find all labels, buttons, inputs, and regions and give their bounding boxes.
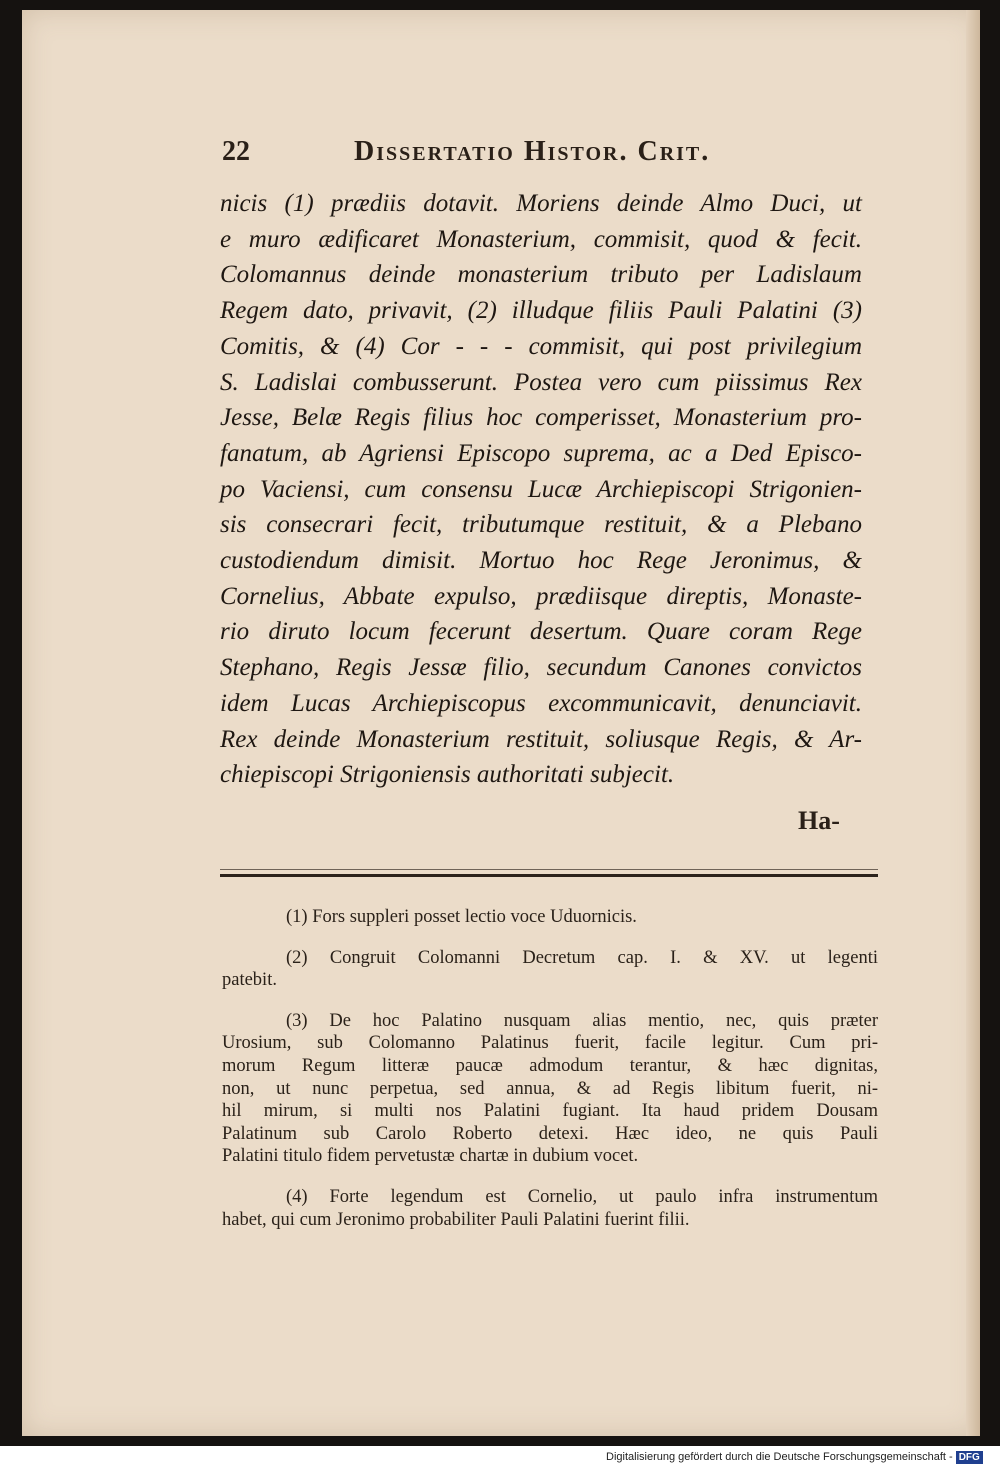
- footnote-line: (1) Fors suppleri posset lectio voce Uduornicis.: [286, 907, 637, 927]
- page-edge: [966, 10, 980, 1436]
- footnote-line: (3) De hoc Palatino nusquam alias mentio, nec, quis præter: [286, 1010, 878, 1031]
- footnote-rule: [220, 874, 878, 877]
- footnote-4: [222, 1186, 878, 1231]
- running-title: Dissertatio Histor. Crit.: [354, 136, 711, 167]
- main-text-line: Colomannus deinde monasterium tributo per Ladislaum: [220, 261, 862, 289]
- main-text-line: Regem dato, privavit, (2) illudque filiis Pauli Palatini (3): [220, 297, 862, 325]
- credit-text: Digitalisierung gefördert durch die Deutsche Forschungsgemeinschaft -: [606, 1451, 953, 1463]
- main-text-line: nicis (1) prædiis dotavit. Moriens deinde Almo Duci, ut: [220, 190, 862, 217]
- main-text-line: Stephano, Regis Jessæ filio, secundum Canones convictos: [220, 654, 862, 682]
- footnote-line: hil mirum, si multi nos Palatini fugiant. Ita haud pridem Dousam: [222, 1101, 878, 1122]
- main-text-line: idem Lucas Archiepiscopus excommunicavit, denunciavit.: [220, 689, 862, 717]
- footnote-1: [222, 906, 878, 929]
- footnote-line: morum Regum litteræ paucæ admodum terantur, & hæc dignitas,: [222, 1055, 878, 1076]
- digitization-credit: [606, 1448, 1000, 1466]
- footnote-line: habet, qui cum Jeronimo probabiliter Pauli Palatini fuerint filii.: [222, 1209, 690, 1230]
- main-text-line: Jesse, Belæ Regis filius hoc comperisset, Monasterium pro-: [220, 404, 862, 432]
- footnote-3: [222, 1010, 878, 1168]
- main-text-line: custodiendum dimisit. Mortuo hoc Rege Jeronimus, &: [220, 547, 862, 575]
- page-number: 22: [222, 136, 250, 167]
- main-text-line: Rex deinde Monasterium restituit, soliusque Regis, & Ar-: [220, 725, 862, 753]
- footnote-2: [222, 947, 878, 992]
- footnote-line: (4) Forte legendum est Cornelio, ut paulo infra instrumentum: [286, 1186, 878, 1207]
- main-text-line: Cornelius, Abbate expulso, prædiisque direptis, Monaste-: [220, 582, 862, 610]
- main-text-line: sis consecrari fecit, tributumque restituit, & a Plebano: [220, 511, 862, 539]
- main-text-line: rio diruto locum fecerunt desertum. Quare coram Rege: [220, 618, 862, 646]
- main-text-line: po Vaciensi, cum consensu Lucæ Archiepiscopi Strigonien-: [220, 475, 862, 503]
- main-text-block: [220, 186, 862, 793]
- footnote-line: non, ut nunc perpetua, sed annua, & ad Regis libitum fuerit, ni-: [222, 1078, 878, 1099]
- footnote-line: (2) Congruit Colomanni Decretum cap. I. & XV. ut legenti: [286, 947, 878, 968]
- footnote-line: Urosium, sub Colomanno Palatinus fuerit, facile legitur. Cum pri-: [222, 1033, 878, 1054]
- footnotes-block: [222, 906, 878, 1249]
- footnote-line: Palatini titulo fidem pervetustæ chartæ in dubium vocet.: [222, 1146, 639, 1167]
- running-head: [222, 136, 762, 176]
- main-text-line: e muro ædificaret Monasterium, commisit, quod & fecit.: [220, 225, 862, 253]
- catchword: Ha-: [798, 806, 840, 835]
- dfg-logo-icon: DFG: [956, 1451, 983, 1464]
- main-text-line: S. Ladislai combusserunt. Postea vero cum piissimus Rex: [220, 368, 862, 396]
- footnote-rule-thin: [220, 869, 878, 870]
- main-text-line: Comitis, & (4) Cor - - - commisit, qui post privilegium: [220, 332, 862, 360]
- footnote-line: Palatinum sub Carolo Roberto detexi. Hæc ideo, ne quis Pauli: [222, 1123, 878, 1144]
- footnote-line: patebit.: [222, 970, 277, 991]
- main-text-line: fanatum, ab Agriensi Episcopo suprema, ac a Ded Episco-: [220, 439, 862, 467]
- main-text-line: chiepiscopi Strigoniensis authoritati subjecit.: [220, 761, 675, 789]
